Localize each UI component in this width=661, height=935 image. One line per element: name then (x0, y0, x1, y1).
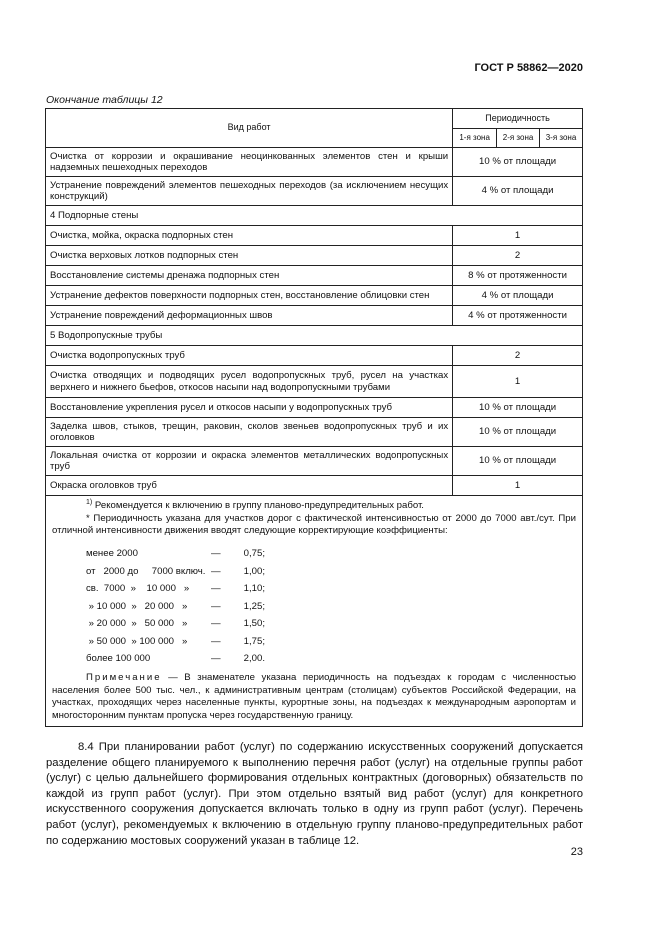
work-name: Очистка верховых лотков подпорных стен (46, 246, 453, 266)
work-name: Восстановление системы дренажа подпорных стен (46, 266, 453, 286)
coefficient-range: » 50 000 » 100 000 » (86, 635, 188, 647)
section-title: 4 Подпорные стены (46, 206, 583, 226)
coefficient-value: 2,00. (243, 653, 265, 664)
work-name: Очистка водопропускных труб (46, 346, 453, 366)
work-name: Очистка от коррозии и окрашивание неоцинкованных элементов стен и крыши надземных пешеходных переходов (46, 148, 453, 177)
coefficient-value: 0,75; (243, 548, 265, 559)
coefficient-item (86, 546, 265, 564)
coefficient-dash: — (211, 583, 221, 594)
work-name: Устранение дефектов поверхности подпорных стен, восстановление облицовки стен (46, 286, 453, 306)
table-caption: Окончание таблицы 12 (46, 94, 163, 106)
coefficient-item (86, 651, 265, 669)
coefficient-item (86, 598, 265, 616)
table-row (46, 286, 583, 306)
header-work-type: Вид работ (46, 109, 453, 148)
standard-code: ГОСТ Р 58862—2020 (474, 62, 583, 74)
work-periodicity: 1 (453, 366, 583, 398)
work-name: Локальная очистка от коррозии и окраска элементов металлических водопропускных труб (46, 447, 453, 476)
work-name: Устранение повреждений элементов пешеходных переходов (за исключением несущих конструкций) (46, 177, 453, 206)
work-periodicity: 4 % от площади (453, 286, 583, 306)
coefficient-range: менее 2000 (86, 548, 138, 559)
coefficient-range: более 100 000 (86, 653, 151, 664)
header-zone-3: 3-я зона (540, 128, 583, 148)
footnote-1-text: Рекомендуется к включению в группу планово-предупредительных работ. (92, 500, 424, 511)
table-row (46, 346, 583, 366)
section-title: 5 Водопропускные трубы (46, 326, 583, 346)
work-periodicity: 10 % от площади (453, 447, 583, 476)
page-number: 23 (570, 846, 583, 858)
coefficient-list (86, 546, 265, 669)
coefficient-value: 1,00; (243, 565, 265, 577)
coefficient-range: от 2000 до 7000 включ. (86, 565, 206, 577)
table-row (46, 246, 583, 266)
table-notes (46, 496, 583, 727)
footnote-2: * Периодичность указана для участков дорог с фактической интенсивностью от 2000 до 7000 авт./сут. При отличной интенсивности движения вводят следующие корректирующие коэффициенты: (52, 512, 576, 536)
coefficient-value: 1,25; (243, 600, 265, 612)
coefficient-item (86, 616, 265, 634)
work-periodicity: 4 % от протяженности (453, 306, 583, 326)
coefficient-item (86, 581, 265, 599)
table-row (46, 148, 583, 177)
footnote-1-mark: 1) (86, 499, 93, 506)
coefficient-item (86, 633, 265, 651)
work-periodicity: 10 % от площади (453, 418, 583, 447)
coefficient-item (86, 563, 265, 581)
header-zone-2: 2-я зона (497, 128, 540, 148)
coefficient-value: 1,10; (243, 583, 265, 594)
work-name: Очистка отводящих и подводящих русел водопропускных труб, русел на участках верхнего и нижнего бьефов, откосов насыпи над водопропускными трубами (46, 366, 453, 398)
coefficient-value: 1,75; (243, 635, 265, 647)
coefficient-dash: — (211, 548, 221, 559)
section-row (46, 326, 583, 346)
table-row (46, 476, 583, 496)
footnote-1 (52, 500, 576, 513)
remark-text: — В знаменателе указана периодичность на подъездах к городам с численностью населения более 500 тыс. чел., к административным центрам (столицам) субъектов Российской Федерации, на участках, проходящих через населенные пункты, курортные зоны, на подъездах к международным аэропортам и многосторонним пунктам пропуска через государственную границу. (52, 672, 576, 721)
work-periodicity: 1 (453, 476, 583, 496)
work-name: Окраска оголовков труб (46, 476, 453, 496)
notes-row (46, 496, 583, 727)
work-periodicity: 10 % от площади (453, 148, 583, 177)
header-zone-1: 1-я зона (453, 128, 497, 148)
work-name: Очистка, мойка, окраска подпорных стен (46, 226, 453, 246)
remark (52, 672, 576, 722)
table-row (46, 306, 583, 326)
coefficient-dash: — (211, 635, 221, 647)
coefficient-value: 1,50; (243, 618, 265, 629)
work-periodicity: 1 (453, 226, 583, 246)
header-periodicity: Периодичность (453, 109, 583, 129)
coefficient-range: » 10 000 » 20 000 » (86, 600, 188, 612)
coefficient-range: » 20 000 » 50 000 » (86, 618, 188, 629)
table-row (46, 398, 583, 418)
table-row (46, 266, 583, 286)
table-row (46, 226, 583, 246)
coefficient-range: св. 7000 » 10 000 » (86, 583, 190, 594)
table-row (46, 418, 583, 447)
work-name: Восстановление укрепления русел и откосов насыпи у водопропускных труб (46, 398, 453, 418)
work-periodicity: 4 % от площади (453, 177, 583, 206)
coefficient-dash: — (211, 600, 221, 612)
coefficient-dash: — (211, 653, 221, 664)
work-periodicity: 8 % от протяженности (453, 266, 583, 286)
body-paragraph: 8.4 При планировании работ (услуг) по содержанию искусственных сооружений допускается разделение общего планируемого к выполнению перечня работ (услуг) на отдельные группы работ (услуг) с целью дальнейшего формирования отдельных контрактных (договорных) обязательств по каждой из групп работ (услуг). При этом отдельно взятый вид работ (услуг) для конкретного искусственного сооружения допускается включать только в одну из групп работ (услуг). Перечень работ (услуг), рекомендуемых к включению в отдельную группу планово-предупредительных работ по содержанию мостовых сооружений указан в таблице 12. (46, 741, 583, 847)
coefficient-dash: — (211, 618, 221, 629)
work-periodicity: 2 (453, 246, 583, 266)
remark-label: Примечание (86, 672, 162, 683)
table-row (46, 447, 583, 476)
table-row (46, 366, 583, 398)
work-periodicity: 2 (453, 346, 583, 366)
work-name: Заделка швов, стыков, трещин, раковин, сколов звеньев водопропускных труб и их оголовков (46, 418, 453, 447)
work-name: Устранение повреждений деформационных швов (46, 306, 453, 326)
works-table (45, 108, 583, 727)
section-row (46, 206, 583, 226)
coefficient-dash: — (211, 565, 221, 577)
table-row (46, 177, 583, 206)
work-periodicity: 10 % от площади (453, 398, 583, 418)
